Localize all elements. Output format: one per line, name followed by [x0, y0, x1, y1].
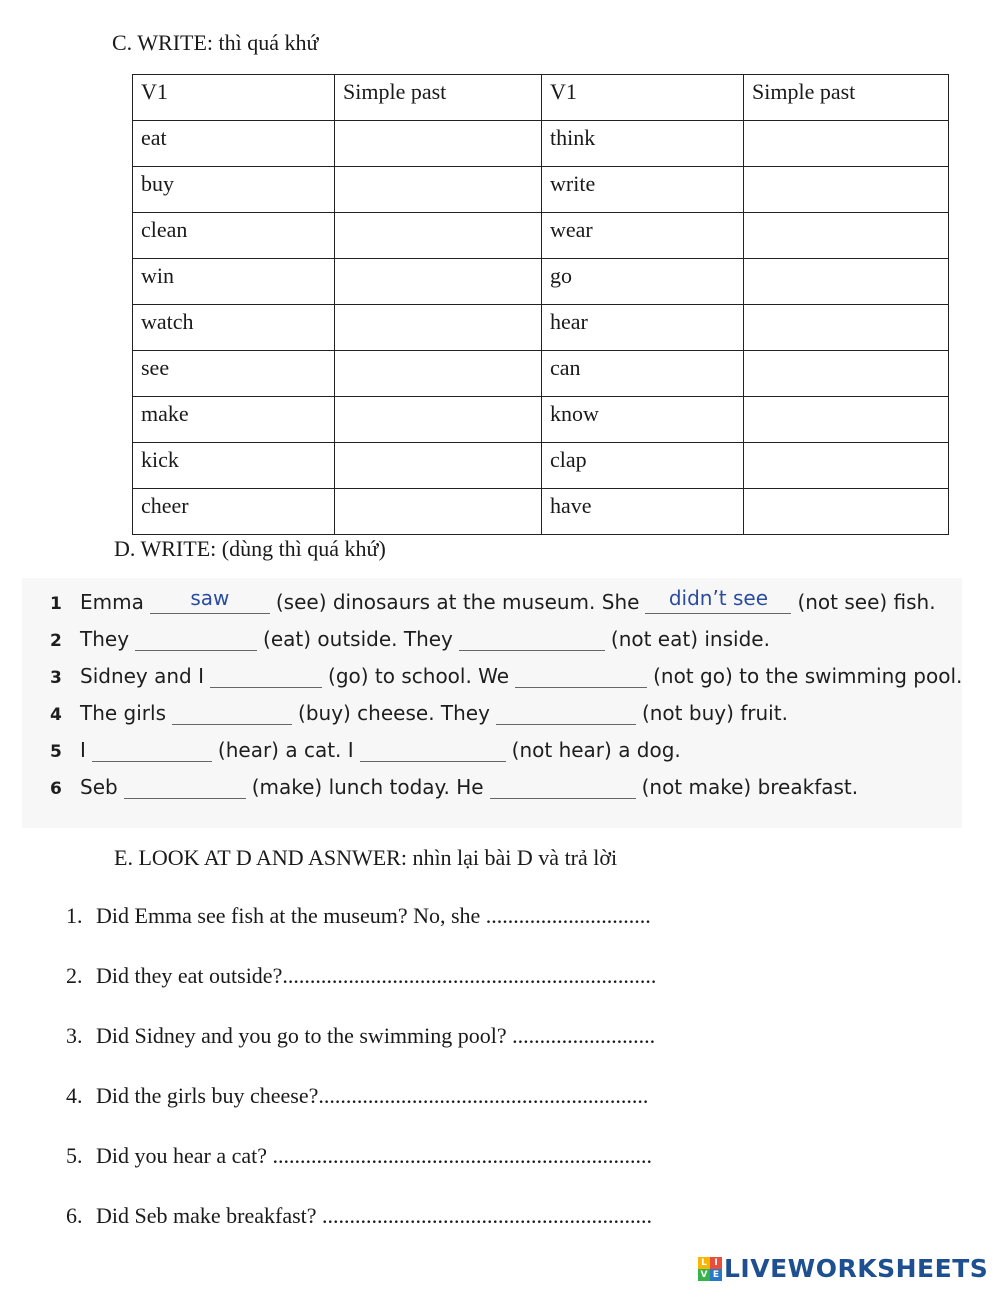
sentence-subject: They	[80, 627, 130, 651]
question-number: 2.	[66, 963, 83, 988]
answer-cell[interactable]	[335, 305, 542, 351]
question-number: 4.	[66, 1083, 83, 1108]
sentence-number: 5	[50, 742, 62, 762]
table-row	[133, 305, 949, 351]
verb-cell: can	[542, 351, 744, 397]
logo-letter: V	[698, 1269, 710, 1281]
verb-cell: eat	[133, 121, 335, 167]
sentence-row	[50, 654, 962, 688]
table-row	[133, 121, 949, 167]
header-v1: V1	[542, 75, 744, 121]
answer-blank[interactable]	[210, 661, 322, 688]
sentence-middle: (see) dinosaurs at the museum. She	[275, 590, 640, 614]
question-number: 5.	[66, 1143, 83, 1168]
question-text[interactable]: Did Sidney and you go to the swimming pool? ..........................	[96, 1023, 656, 1048]
answer-blank[interactable]	[124, 772, 246, 799]
table-row	[133, 397, 949, 443]
answer-cell[interactable]	[744, 167, 949, 213]
question-item	[66, 1203, 652, 1229]
verb-cell: hear	[542, 305, 744, 351]
verb-cell: see	[133, 351, 335, 397]
sentence-subject: Seb	[80, 775, 118, 799]
logo-mark-icon	[698, 1257, 722, 1281]
sentence-middle: (buy) cheese. They	[298, 701, 490, 725]
sentence-subject: Emma	[80, 590, 144, 614]
answer-blank[interactable]: didn’t see	[645, 587, 791, 614]
sentence-number: 3	[50, 668, 62, 688]
question-text[interactable]: Did Emma see fish at the museum? No, she ..............................	[96, 903, 651, 928]
sentence-subject: Sidney and I	[80, 664, 205, 688]
sentence-middle: (eat) outside. They	[263, 627, 453, 651]
section-e-title: E. LOOK AT D AND ASNWER: nhìn lại bài D và trả lời	[114, 845, 618, 870]
verb-cell: cheer	[133, 489, 335, 535]
question-number: 6.	[66, 1203, 83, 1228]
table-header-row	[133, 75, 949, 121]
sentence-row	[50, 580, 936, 614]
table-row	[133, 351, 949, 397]
answer-cell[interactable]	[335, 167, 542, 213]
verb-cell: make	[133, 397, 335, 443]
verb-cell: wear	[542, 213, 744, 259]
answer-cell[interactable]	[744, 259, 949, 305]
answer-cell[interactable]	[335, 259, 542, 305]
answer-cell[interactable]	[744, 351, 949, 397]
question-item	[66, 963, 656, 989]
verb-cell: have	[542, 489, 744, 535]
answer-cell[interactable]	[744, 305, 949, 351]
sentence-middle: (go) to school. We	[328, 664, 510, 688]
table-row	[133, 259, 949, 305]
answer-blank[interactable]	[496, 698, 636, 725]
section-c-title: C. WRITE: thì quá khứ	[112, 30, 319, 55]
answer-blank[interactable]: saw	[150, 587, 270, 614]
sentence-exercise	[22, 578, 962, 828]
sentence-end: (not buy) fruit.	[641, 701, 788, 725]
table-row	[133, 443, 949, 489]
header-simple-past: Simple past	[335, 75, 542, 121]
question-number: 3.	[66, 1023, 83, 1048]
sentence-number: 4	[50, 705, 62, 725]
question-item	[66, 1143, 652, 1169]
question-item	[66, 903, 651, 929]
sentence-subject: The girls	[80, 701, 167, 725]
sentence-number: 2	[50, 631, 62, 651]
verb-cell: clap	[542, 443, 744, 489]
verb-cell: clean	[133, 213, 335, 259]
verb-cell: win	[133, 259, 335, 305]
header-simple-past: Simple past	[744, 75, 949, 121]
question-item	[66, 1023, 655, 1049]
sentence-end: (not see) fish.	[797, 590, 936, 614]
verb-cell: buy	[133, 167, 335, 213]
question-item	[66, 1083, 648, 1109]
sentence-number: 1	[50, 594, 62, 614]
answer-blank[interactable]	[92, 735, 212, 762]
sentence-row	[50, 617, 770, 651]
sentence-number: 6	[50, 779, 62, 799]
sentence-row	[50, 691, 788, 725]
answer-cell[interactable]	[335, 443, 542, 489]
answer-blank[interactable]	[459, 624, 605, 651]
sentence-end: (not make) breakfast.	[641, 775, 859, 799]
answer-cell[interactable]	[744, 397, 949, 443]
verb-cell: watch	[133, 305, 335, 351]
answer-blank[interactable]	[360, 735, 506, 762]
sentence-row	[50, 765, 858, 799]
section-d-title: D. WRITE: (dùng thì quá khứ)	[114, 536, 386, 561]
sentence-row	[50, 728, 681, 762]
answer-blank[interactable]	[135, 624, 257, 651]
liveworksheets-logo	[698, 1254, 988, 1283]
sentence-middle: (hear) a cat. I	[217, 738, 354, 762]
table-row	[133, 167, 949, 213]
sentence-end: (not go) to the swimming pool.	[653, 664, 963, 688]
verb-table	[132, 74, 949, 535]
answer-cell[interactable]	[335, 397, 542, 443]
logo-letter: L	[698, 1257, 710, 1269]
logo-letter: I	[710, 1257, 722, 1269]
verb-cell: go	[542, 259, 744, 305]
sentence-subject: I	[80, 738, 86, 762]
answer-cell[interactable]	[744, 121, 949, 167]
question-text[interactable]: Did Seb make breakfast? ............................................................	[96, 1203, 653, 1228]
verb-cell: kick	[133, 443, 335, 489]
verb-cell: think	[542, 121, 744, 167]
question-text[interactable]: Did they eat outside?....................................................................	[96, 963, 657, 988]
logo-text: LIVEWORKSHEETS	[724, 1254, 989, 1283]
sentence-middle: (make) lunch today. He	[251, 775, 484, 799]
header-v1: V1	[133, 75, 335, 121]
verb-cell: write	[542, 167, 744, 213]
table-row	[133, 213, 949, 259]
question-number: 1.	[66, 903, 83, 928]
question-text[interactable]: Did the girls buy cheese?............................................................	[96, 1083, 649, 1108]
question-text[interactable]: Did you hear a cat? .....................................................................	[96, 1143, 653, 1168]
table-row	[133, 489, 949, 535]
answer-blank[interactable]	[172, 698, 292, 725]
answer-blank[interactable]	[515, 661, 647, 688]
logo-letter: E	[710, 1269, 722, 1281]
verb-cell: know	[542, 397, 744, 443]
answer-cell[interactable]	[335, 213, 542, 259]
sentence-end: (not hear) a dog.	[511, 738, 681, 762]
answer-cell[interactable]	[744, 489, 949, 535]
answer-cell[interactable]	[744, 213, 949, 259]
answer-blank[interactable]	[490, 772, 636, 799]
answer-cell[interactable]	[335, 121, 542, 167]
answer-cell[interactable]	[744, 443, 949, 489]
answer-cell[interactable]	[335, 351, 542, 397]
sentence-end: (not eat) inside.	[610, 627, 770, 651]
answer-cell[interactable]	[335, 489, 542, 535]
